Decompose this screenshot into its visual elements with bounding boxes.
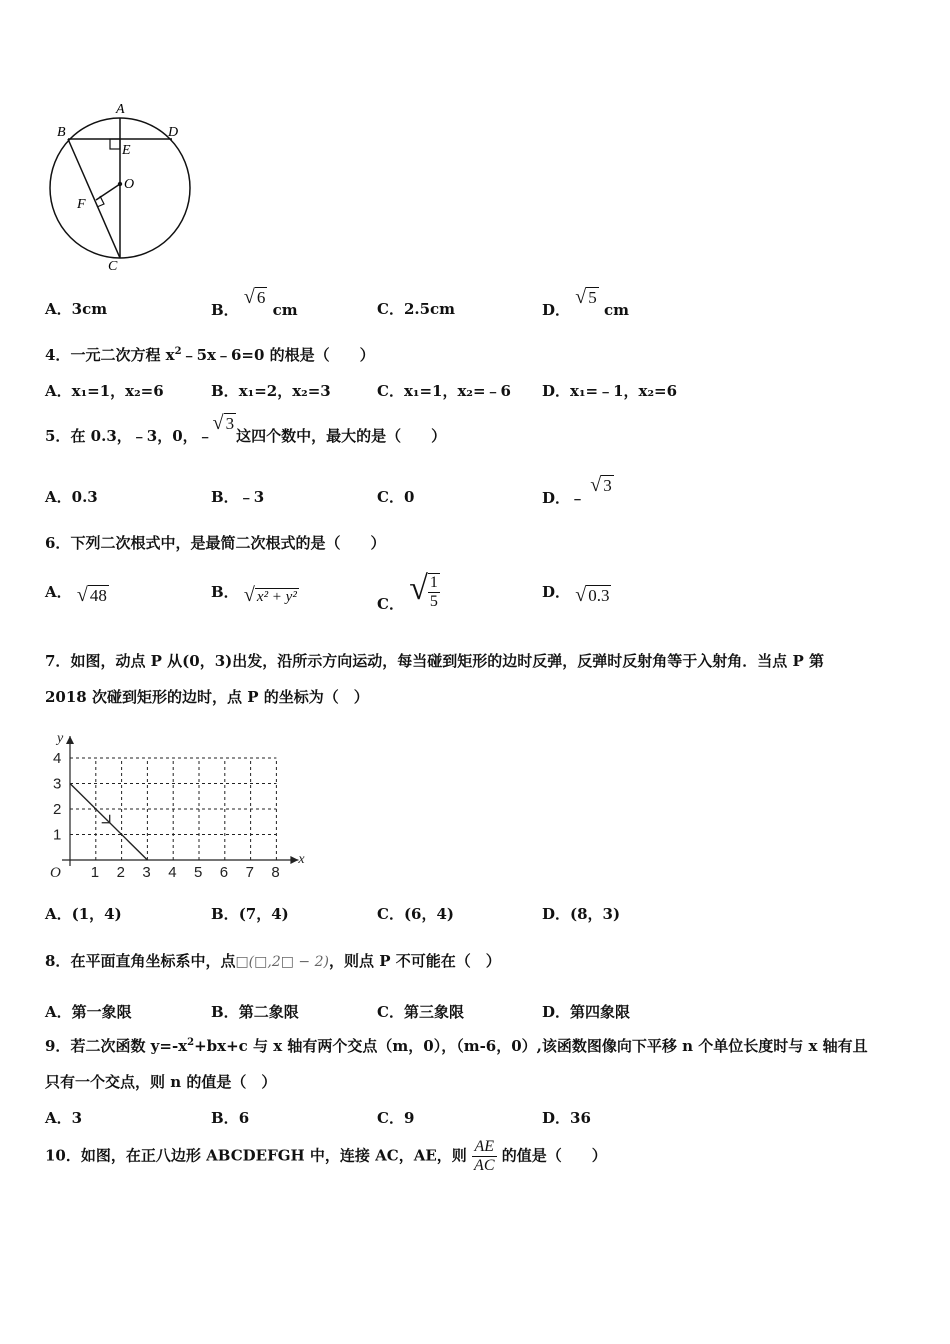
sqrt-0-3: √ 0.3 — [575, 584, 610, 606]
x-tick-label: 1 — [90, 864, 100, 881]
y-axis-label: y — [57, 731, 64, 746]
circle-figure — [40, 98, 200, 273]
sqrt-5: √ 5 — [575, 286, 597, 308]
q4-option-c[interactable]: C．x₁=1，x₂=﹣6 — [377, 382, 511, 400]
q6-stem: 6．下列二次根式中，是最简二次根式的是（ ） — [45, 534, 386, 552]
q5-option-d[interactable]: D．﹣ √ 3 — [542, 474, 612, 507]
label-d: D — [168, 125, 179, 140]
motion-path — [70, 784, 147, 861]
q5-option-a[interactable]: A．0.3 — [45, 488, 98, 506]
q4-option-a[interactable]: A．x₁=1，x₂=6 — [45, 382, 164, 400]
sqrt-x2-plus-y2: √ x² + y² — [243, 584, 297, 606]
q9-option-b[interactable]: B．6 — [211, 1109, 250, 1127]
sqrt-one-fifth: √ $\frac{1}{5}$ — [409, 570, 438, 610]
q6-option-d[interactable]: D． √ 0.3 — [542, 583, 610, 606]
q7-stem-line1: 7．如图，动点 P 从(0，3)出发，沿所示方向运动，每当碰到矩形的边时反弹，反弹时反射角等于入射角．当点 P 第 — [45, 652, 824, 670]
option-unit: cm — [272, 301, 298, 319]
label-a: A — [116, 102, 125, 117]
q8-stem: 8．在平面直角坐标系中，点□(□,2□ − 2)，则点 P 不可能在（ ） — [45, 952, 501, 970]
q9-option-a[interactable]: A．3 — [45, 1109, 83, 1127]
option-text: 3cm — [71, 300, 108, 318]
label-c: C — [108, 259, 118, 273]
q7-option-d[interactable]: D．(8，3) — [542, 905, 621, 923]
option-letter: D． — [542, 301, 571, 319]
option-unit: cm — [603, 301, 629, 319]
y-tick-label: 4 — [53, 750, 62, 767]
q8-option-a[interactable]: A．第一象限 — [45, 1003, 132, 1021]
option-letter: A． — [45, 300, 72, 318]
q9-option-c[interactable]: C．9 — [377, 1109, 415, 1127]
q3-option-a[interactable] — [45, 298, 107, 319]
x-tick-label: 8 — [271, 864, 280, 881]
q7-option-a[interactable]: A．(1，4) — [45, 905, 122, 923]
right-angle-f — [97, 196, 104, 207]
option-letter: B． — [211, 301, 239, 319]
segment-of — [96, 184, 120, 200]
label-o: O — [124, 177, 135, 192]
y-tick-label: 1 — [53, 826, 62, 844]
sqrt-3: √ 3 — [212, 412, 235, 434]
q9-stem-line2: 只有一个交点，则 n 的值是（ ） — [45, 1073, 277, 1091]
x-tick-label: 5 — [194, 864, 203, 881]
y-axis-arrow — [66, 736, 74, 744]
q6-option-a[interactable]: A． √ 48 — [45, 583, 107, 606]
sqrt-3: √ 3 — [590, 474, 612, 496]
x-axis-label: x — [298, 852, 305, 867]
x-tick-label: 4 — [168, 864, 177, 881]
q4-option-b[interactable]: B．x₁=2，x₂=3 — [211, 382, 331, 400]
x-tick-label: 3 — [142, 864, 151, 881]
q8-option-d[interactable]: D．第四象限 — [542, 1003, 631, 1021]
label-f: F — [77, 197, 86, 212]
option-letter: C． — [377, 300, 404, 318]
x-axis-arrow — [290, 856, 298, 864]
q5-stem: 5．在 0.3，﹣3，0，﹣√ 3这四个数中，最大的是（ ） — [45, 412, 447, 445]
fraction-ae-over-ac: $\frac{AE}{AC}$ — [474, 1138, 495, 1174]
label-e: E — [122, 143, 131, 158]
coordinate-graph — [40, 722, 310, 884]
sqrt-6: √ 6 — [243, 286, 266, 308]
x-tick-label: 6 — [219, 864, 229, 881]
right-angle-e — [110, 139, 120, 149]
origin-label: O — [50, 865, 61, 881]
q4-option-d[interactable]: D．x₁=﹣1，x₂=6 — [542, 382, 678, 400]
x-tick-label: 7 — [245, 864, 254, 881]
q9-stem-line1: 9．若二次函数 $y=-x^2+bx+c$ 与 x 轴有两个交点（m，0），（m-6，0）,该函数图像向下平移 n 个单位长度时与 x 轴有且 — [45, 1037, 868, 1055]
q8-option-c[interactable]: C．第三象限 — [377, 1003, 464, 1021]
y-tick-label: 2 — [53, 801, 62, 818]
q8-option-b[interactable]: B．第二象限 — [211, 1003, 299, 1021]
q7-option-c[interactable]: C．(6，4) — [377, 905, 455, 923]
q5-option-b[interactable]: B．﹣3 — [211, 488, 265, 506]
q6-option-c[interactable]: C． √ $\frac{1}{5}$ — [377, 566, 440, 611]
chord-bc — [68, 139, 120, 258]
q7-stem-line2: 2018 次碰到矩形的边时，点 P 的坐标为（ ） — [45, 688, 369, 706]
q4-stem: 4．一元二次方程 $x^2﹣5x﹣6=0$ 的根是（ ） — [45, 346, 375, 364]
q6-option-b[interactable]: B． √ x² + y² — [211, 583, 297, 606]
x-tick-label: 2 — [116, 864, 125, 881]
garbled-formula: □(□,2□ − 2) — [235, 954, 329, 970]
q10-stem: 10．如图，在正八边形 ABCDEFGH 中，连接 AC，AE，则 $\frac{AE}{AC}$ 的值是（ ） — [45, 1138, 607, 1174]
q3-option-c[interactable] — [377, 298, 455, 319]
option-text: 2.5cm — [403, 300, 456, 318]
label-b: B — [57, 125, 66, 140]
y-tick-label: 3 — [53, 775, 62, 793]
q9-option-d[interactable]: D．36 — [542, 1109, 591, 1127]
q5-option-c[interactable]: C．0 — [377, 488, 415, 506]
q3-option-d[interactable] — [542, 286, 629, 319]
sqrt-48: √ 48 — [76, 584, 107, 606]
q7-option-b[interactable]: B．(7，4) — [211, 905, 289, 923]
q3-option-b[interactable] — [211, 286, 298, 319]
center-dot — [118, 182, 122, 186]
